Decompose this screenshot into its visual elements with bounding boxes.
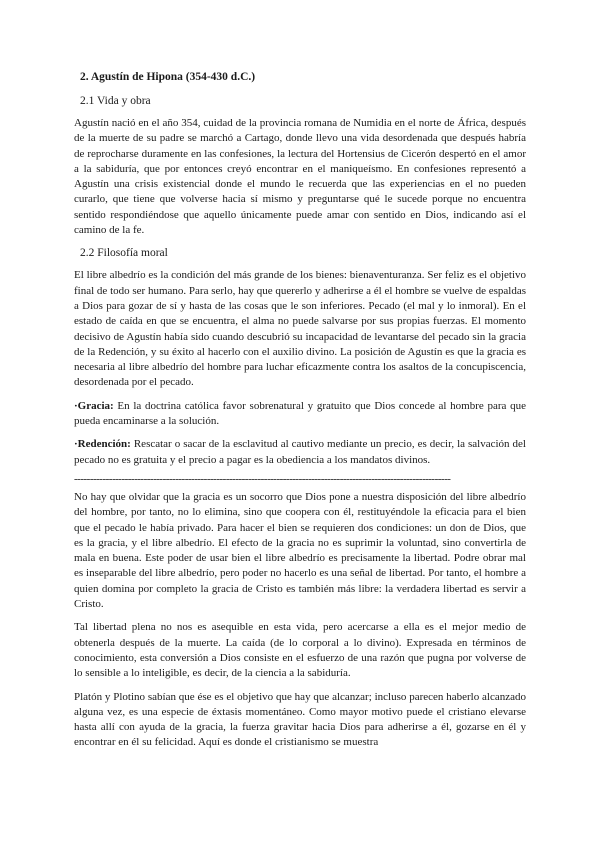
paragraph-vida-y-obra: Agustín nació en el año 354, cuidad de la provincia romana de Numidia en el norte de África, después de la muerte de su padre se marchó a Cartago, donde llevo una vida desordenada que después habría de reprocharse duramente en las confesiones, la lectura del Hortensius de Cicerón despertó en el amor a la sabiduría, que por entonces creyó encontrar en el maniqueísmo. En confesiones representó a Agustín una crisis existencial donde el mundo le recuerda que las experiencias en el no pueden curarlo, que tiene que volverse hacia sí mismo y preguntarse qué le sucede porque no encuentra sentido respondiéndose que aquello únicamente puede amar con sentido en Dios, indicando así el camino de la fe.	[74, 117, 526, 237]
paragraph-libre-albedrio: El libre albedrío es la condición del más grande de los bienes: bienaventuranza. Ser feliz es el objetivo final de todo ser humano. Para serlo, hay que quererlo y adherirse a él el hombre se vuelve de espaldas a Dios para gozar de sí y hasta de las cosas que le son inferiores. Pecado (el mal y lo inmoral). En el estado de caída en que se encuentra, el alma no puede salvarse por sus propias fuerzas. El momento decisivo de Agustín había sido cuando descubrió su incapacidad de levantarse del pecado sin la gracia de la Redención, y su éxito al hacerlo con el auxilio divino. La posición de Agustín es que la gracia es necesaria al libre albedrío del hombre para luchar eficazmente contra los asaltos de la concupiscencia, desordenada por el pecado.	[74, 269, 526, 389]
definition-text-redencion: Rescatar o sacar de la esclavitud al cautivo mediante un precio, es decir, la salvación del pecado no es gratuita y el precio a pagar es la obediencia a los mandatos divinos.	[74, 438, 526, 466]
dashed-divider: -----------------------------------------------------------------------------------------------------------------------	[74, 472, 451, 485]
definition-term-redencion: ·Redención:	[74, 438, 131, 451]
section-heading: 2. Agustín de Hipona (354-430 d.C.)	[80, 71, 256, 83]
definition-text-gracia: En la doctrina católica favor sobrenatural y gratuito que Dios concede al hombre para que pueda encaminarse a la solución.	[74, 399, 526, 428]
definition-gracia	[74, 399, 526, 430]
definition-term-gracia: ·Gracia:	[74, 399, 114, 412]
paragraph-libertad-plena: Tal libertad plena no nos es asequible en esta vida, pero acercarse a ella es el mejor medio de obtenerla después de la muerte. La caída (de lo corporal a lo divino). Expresada en términos de conocimiento, esta conversión a Dios consiste en el esfuerzo de una razón que pugna por volverse de lo sensible a lo inteligible, es decir, de la ciencia a la sabiduría.	[74, 621, 526, 680]
document-body	[74, 70, 526, 759]
subsection-title-filosofia-moral: 2.2 Filosofía moral	[80, 247, 168, 260]
subsection-title-vida-y-obra: 2.1 Vida y obra	[80, 95, 151, 107]
definition-redencion	[74, 437, 526, 468]
paragraph-platon-plotino: Platón y Plotino sabían que ése es el objetivo que hay que alcanzar; incluso parecen haberlo alcanzado alguna vez, es una especie de éxtasis momentáneo. Como mayor motivo puede el cristiano elevarse hasta allí con ayuda de la gracia, la fuerza gravitar hacia Dios para adherirse a él, gozarse en él y encontrar en él su felicidad. Aquí es donde el cristianismo se muestra	[74, 690, 526, 749]
paragraph-gracia-socorro: No hay que olvidar que la gracia es un socorro que Dios pone a nuestra disposición del libre albedrío del hombre, por tanto, no lo elimina, sino que coopera con él, restituyéndole la eficacia para el bien que el pecado le había privado. Para hacer el bien se requieren dos condiciones: un don de Dios, que es la gracia, y el libre albedrío. El efecto de la gracia no es suprimir la voluntad, sino convertirla de mala en buena. Este poder de usar bien el libre albedrío es precisamente la libertad. Podre obrar mal es inseparable del libre albedrío, pero poder no hacerlo es una señal de libertad. Por tanto, el hombre a quien domina por completo la gracia de Cristo es también más libre: la verdadera libertad es servir a Cristo.	[74, 490, 526, 611]
